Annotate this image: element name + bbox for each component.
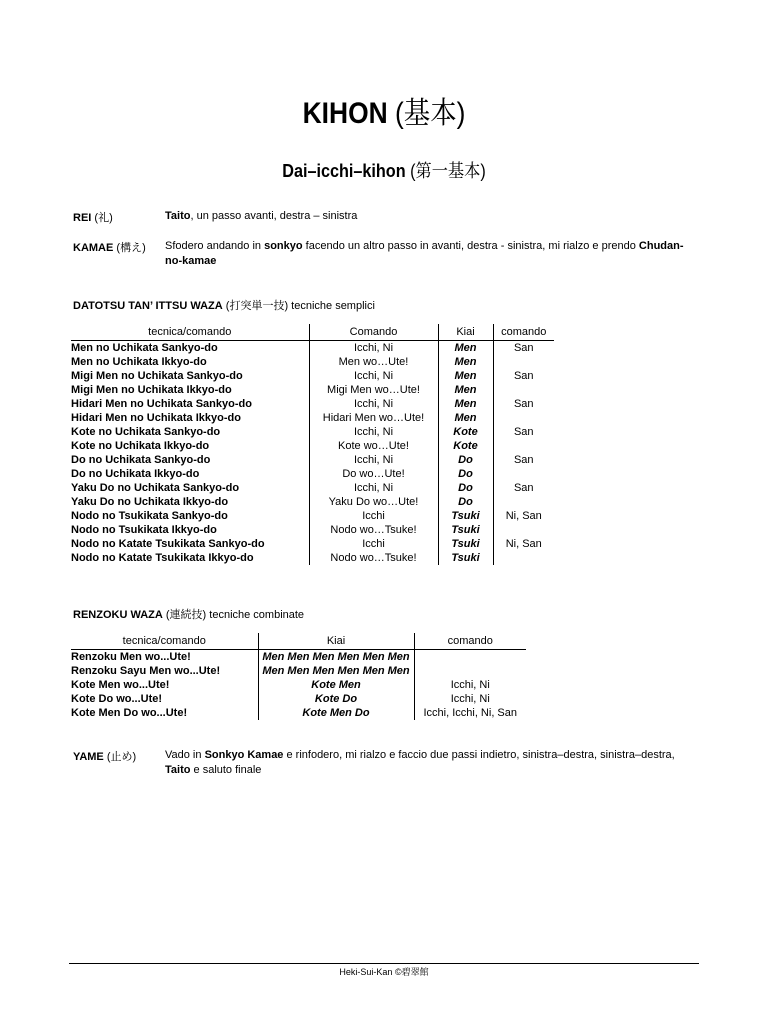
table-cell: Do wo…Ute! bbox=[309, 467, 438, 481]
table-row bbox=[71, 706, 526, 720]
table-cell: Migi Men no Uchikata Sankyo-do bbox=[71, 370, 243, 382]
column-header: comando bbox=[414, 633, 526, 650]
yame-text: Vado in Sonkyo Kamae e rinfodero, mi rialzo e faccio due passi indietro, sinistra–destra, sinistra–destra, Taito e saluto finale bbox=[165, 749, 675, 776]
table-row bbox=[71, 369, 554, 383]
table-cell bbox=[493, 383, 554, 397]
table-cell: Renzoku Sayu Men wo...Ute! bbox=[71, 665, 221, 677]
table-row bbox=[71, 453, 554, 467]
renzoku-table bbox=[71, 633, 526, 720]
table-row bbox=[71, 355, 554, 369]
yame-label: YAME (止め) bbox=[73, 751, 137, 763]
table-cell: Ni, San bbox=[493, 509, 554, 523]
table-cell: Tsuki bbox=[438, 537, 493, 551]
table-cell: Nodo no Tsukikata Ikkyo-do bbox=[71, 524, 217, 536]
table-header-row bbox=[71, 324, 554, 341]
table-cell: Migi Men no Uchikata Ikkyo-do bbox=[71, 384, 232, 396]
table-cell: San bbox=[493, 425, 554, 439]
table-header-row bbox=[71, 633, 526, 650]
datotsu-table bbox=[71, 324, 554, 565]
table-cell: Men bbox=[438, 383, 493, 397]
column-header: Kiai bbox=[258, 633, 414, 650]
datotsu-heading: DATOTSU TAN’ ITTSU WAZA (打突単一技) tecniche semplici bbox=[73, 300, 375, 312]
table-cell: Icchi, Ni bbox=[309, 397, 438, 411]
page-subtitle: Dai–icchi–kihon (第一基本) bbox=[282, 161, 486, 181]
table-row bbox=[71, 495, 554, 509]
table-cell: Do no Uchikata Sankyo-do bbox=[71, 454, 211, 466]
table-cell: Men wo…Ute! bbox=[309, 355, 438, 369]
table-row bbox=[71, 481, 554, 495]
page-title: KIHON (基本) bbox=[302, 97, 466, 130]
table-cell: Kote Men Do wo...Ute! bbox=[71, 707, 188, 719]
table-cell bbox=[493, 355, 554, 369]
table-cell: Icchi, Ni bbox=[309, 369, 438, 383]
table-cell: Kote no Uchikata Sankyo-do bbox=[71, 426, 221, 438]
table-row bbox=[71, 411, 554, 425]
table-cell: Icchi, Icchi, Ni, San bbox=[414, 706, 526, 720]
page-footer: Heki-Sui-Kan ©碧翠館 bbox=[339, 967, 429, 977]
table-cell: Icchi, Ni bbox=[309, 425, 438, 439]
table-cell: Icchi, Ni bbox=[309, 341, 438, 356]
table-cell: Men bbox=[438, 397, 493, 411]
table-cell: Do bbox=[438, 453, 493, 467]
table-cell: Kote wo…Ute! bbox=[309, 439, 438, 453]
table-row bbox=[71, 341, 554, 356]
table-cell: Men bbox=[438, 355, 493, 369]
table-cell: Men bbox=[438, 369, 493, 383]
table-cell bbox=[493, 495, 554, 509]
table-row bbox=[71, 551, 554, 565]
renzoku-heading: RENZOKU WAZA (連続技) tecniche combinate bbox=[73, 609, 305, 621]
table-cell: Nodo no Katate Tsukikata Ikkyo-do bbox=[71, 552, 254, 564]
table-cell: San bbox=[493, 341, 554, 356]
rei-text: Taito, un passo avanti, destra – sinistra bbox=[165, 210, 358, 222]
table-cell: Men bbox=[438, 411, 493, 425]
table-cell bbox=[414, 650, 526, 665]
table-cell: Icchi, Ni bbox=[414, 678, 526, 692]
table-cell: Migi Men wo…Ute! bbox=[309, 383, 438, 397]
table-row bbox=[71, 650, 526, 665]
table-row bbox=[71, 467, 554, 481]
table-cell: Yaku Do wo…Ute! bbox=[309, 495, 438, 509]
table-cell: Hidari Men no Uchikata Ikkyo-do bbox=[71, 412, 241, 424]
table-cell: Icchi bbox=[309, 509, 438, 523]
table-cell: Yaku Do no Uchikata Sankyo-do bbox=[71, 482, 240, 494]
table-cell: Icchi, Ni bbox=[309, 453, 438, 467]
table-cell: Men no Uchikata Ikkyo-do bbox=[71, 356, 207, 368]
table-cell bbox=[493, 411, 554, 425]
table-cell: Nodo no Katate Tsukikata Sankyo-do bbox=[71, 538, 265, 550]
table-cell: Kote no Uchikata Ikkyo-do bbox=[71, 440, 210, 452]
table-cell: Kote bbox=[438, 425, 493, 439]
table-cell: Yaku Do no Uchikata Ikkyo-do bbox=[71, 496, 229, 508]
table-cell: Tsuki bbox=[438, 509, 493, 523]
footer-divider bbox=[69, 963, 699, 964]
column-header: comando bbox=[493, 324, 554, 341]
table-cell: Do no Uchikata Ikkyo-do bbox=[71, 468, 200, 480]
table-cell: San bbox=[493, 369, 554, 383]
table-cell: Do bbox=[438, 481, 493, 495]
table-cell: Hidari Men no Uchikata Sankyo-do bbox=[71, 398, 252, 410]
table-cell: Men bbox=[438, 341, 493, 356]
table-cell: Tsuki bbox=[438, 523, 493, 537]
table-cell: Kote Men Do bbox=[258, 706, 414, 720]
table-cell: Renzoku Men wo...Ute! bbox=[71, 651, 191, 663]
table-cell: Icchi, Ni bbox=[309, 481, 438, 495]
column-header: tecnica/comando bbox=[71, 633, 258, 650]
rei-label: REI (礼) bbox=[73, 212, 113, 224]
table-cell: Kote Men wo...Ute! bbox=[71, 679, 170, 691]
table-cell: San bbox=[493, 481, 554, 495]
table-row bbox=[71, 664, 526, 678]
table-cell: Icchi, Ni bbox=[414, 692, 526, 706]
table-cell: Kote bbox=[438, 439, 493, 453]
table-cell bbox=[414, 664, 526, 678]
table-cell: Do bbox=[438, 495, 493, 509]
table-cell: Do bbox=[438, 467, 493, 481]
table-cell: Kote Do wo...Ute! bbox=[71, 693, 163, 705]
table-row bbox=[71, 692, 526, 706]
column-header: tecnica/comando bbox=[71, 324, 309, 341]
table-cell: Men Men Men Men Men Men bbox=[258, 650, 414, 665]
kamae-text: Sfodero andando in sonkyo facendo un altro passo in avanti, destra - sinistra, mi rialzo e prendo Chudan-no-kamae bbox=[165, 240, 684, 267]
table-cell: Icchi bbox=[309, 537, 438, 551]
table-cell bbox=[493, 551, 554, 565]
table-cell: Men no Uchikata Sankyo-do bbox=[71, 342, 218, 354]
table-row bbox=[71, 425, 554, 439]
table-row bbox=[71, 678, 526, 692]
table-cell bbox=[493, 467, 554, 481]
table-cell: Nodo wo…Tsuke! bbox=[309, 551, 438, 565]
table-cell: Ni, San bbox=[493, 537, 554, 551]
table-cell: Men Men Men Men Men Men bbox=[258, 664, 414, 678]
table-cell bbox=[493, 523, 554, 537]
table-cell: Nodo no Tsukikata Sankyo-do bbox=[71, 510, 228, 522]
column-header: Kiai bbox=[438, 324, 493, 341]
table-cell: San bbox=[493, 397, 554, 411]
table-row bbox=[71, 383, 554, 397]
table-cell: San bbox=[493, 453, 554, 467]
table-cell: Kote Do bbox=[258, 692, 414, 706]
table-row bbox=[71, 397, 554, 411]
table-row bbox=[71, 439, 554, 453]
table-cell bbox=[493, 439, 554, 453]
table-cell: Nodo wo…Tsuke! bbox=[309, 523, 438, 537]
table-row bbox=[71, 537, 554, 551]
column-header: Comando bbox=[309, 324, 438, 341]
table-row bbox=[71, 509, 554, 523]
table-cell: Hidari Men wo…Ute! bbox=[309, 411, 438, 425]
table-cell: Tsuki bbox=[438, 551, 493, 565]
kamae-label: KAMAE (構え) bbox=[73, 242, 146, 254]
table-cell: Kote Men bbox=[258, 678, 414, 692]
table-row bbox=[71, 523, 554, 537]
